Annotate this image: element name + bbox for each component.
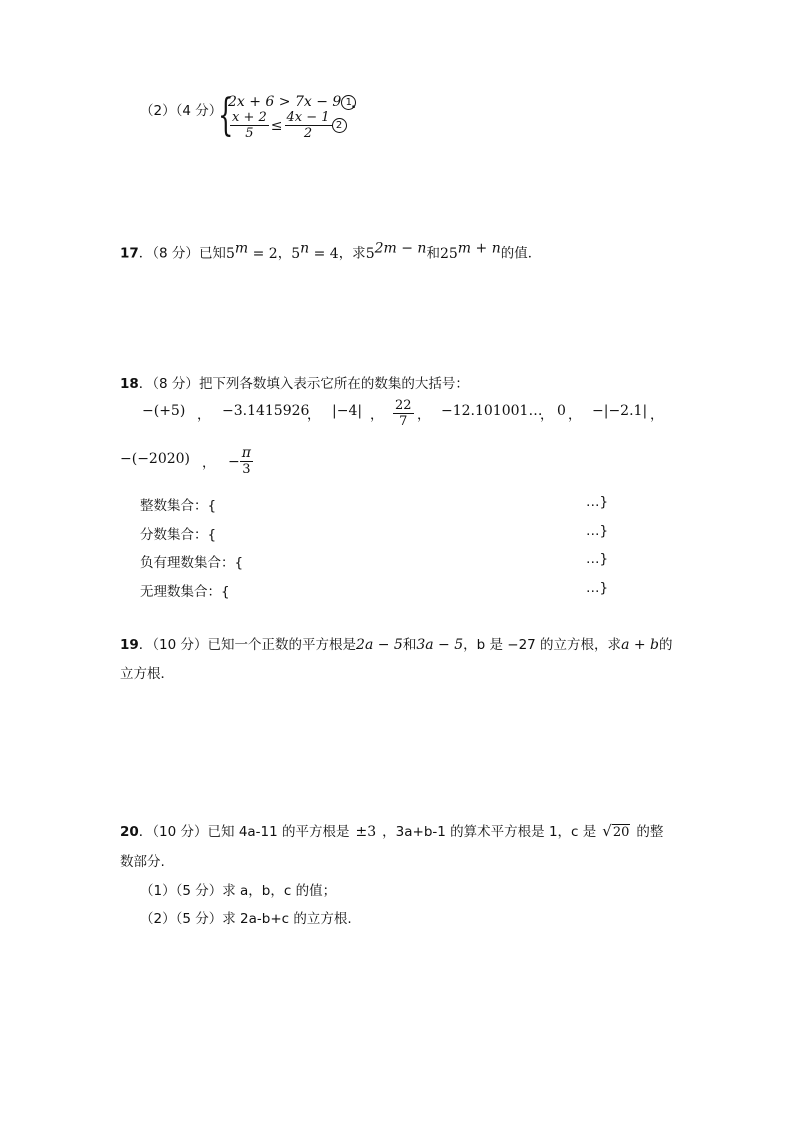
- q16-2-frac-left-denominator: 5: [245, 126, 254, 141]
- q17-text-3: 和: [426, 245, 440, 262]
- q16-2-inequality-2: [230, 110, 347, 141]
- question-19: [120, 633, 673, 653]
- q20-text-2: ，3a+b-1 的算术平方根是 1，c 是: [382, 824, 597, 840]
- q17-text-2: ，求: [338, 245, 366, 262]
- q17-expr-4: $25^{m + n}$: [439, 240, 501, 262]
- q17-comma: ，: [277, 245, 292, 262]
- q20-score: ．（10 分）: [138, 824, 208, 840]
- q19-text-2: 和: [402, 637, 417, 653]
- q18-number: 18: [120, 376, 139, 392]
- set-negative-rationals-end: …}: [586, 551, 609, 567]
- set-integers-end: …}: [586, 494, 609, 510]
- q20-sub-question-2: （2）（5 分）求 2a-b+c 的立方根.: [140, 911, 352, 927]
- q17-score: ．（8 分）: [138, 245, 199, 262]
- q18-number-5: −12.101001…: [441, 403, 543, 419]
- q18-sep-7: ，: [650, 407, 664, 423]
- q18-number-2: −3.1415926: [222, 403, 310, 419]
- q18-fraction-pi-3: $\frac{\pi}{3}$: [241, 445, 251, 477]
- q18-fraction-22-7: $\frac{22}{7}$: [395, 398, 412, 429]
- q17-expr-2: $5^n = 4$: [291, 240, 339, 262]
- q20-line-2: 数部分.: [120, 854, 165, 870]
- q16-2-frac-right-denominator: 2: [303, 126, 313, 141]
- q18-sep-3: ，: [370, 407, 384, 423]
- question-20: [120, 820, 663, 840]
- q18-number-3: |−4|: [332, 403, 363, 419]
- question-17: [120, 240, 541, 262]
- q16-2-brace: {: [218, 90, 234, 141]
- q18-number-9: [228, 446, 253, 477]
- q19-number: 19: [120, 637, 139, 653]
- set-integers-label: 整数集合：{: [140, 498, 217, 514]
- q16-2-dot: .: [351, 96, 357, 112]
- question-18: [120, 372, 469, 392]
- q18-number-9-sign: −: [228, 453, 240, 470]
- q18-number-8: −(−2020): [120, 451, 191, 467]
- q17-expr-1: $5^m = 2$: [225, 240, 278, 262]
- q19-line-2: 立方根．: [120, 666, 174, 682]
- q17-text-1: 已知: [198, 245, 226, 262]
- circled-number-2: 2: [332, 118, 347, 133]
- q18-sep-6: ，: [568, 407, 582, 423]
- q16-2-frac-right-numerator: 4x − 1: [286, 110, 330, 125]
- sqrt-icon: √: [602, 822, 612, 840]
- q16-2-fraction-right: [285, 110, 332, 141]
- q18-number-6: 0: [557, 403, 566, 419]
- q17-expr-3: $5^{2m - n}$: [365, 240, 427, 262]
- q20-text-1: 已知 4a-11 的平方根是: [207, 824, 350, 840]
- q18-sep-1: ，: [197, 407, 211, 423]
- q20-sub-question-1: （1）（5 分）求 a，b，c 的值；: [140, 883, 337, 899]
- q19-expr-3: a + b: [621, 637, 660, 653]
- q20-sqrt: [602, 824, 630, 840]
- q18-score: ．（8 分）: [138, 376, 199, 392]
- q18-sep-5: ，: [540, 407, 554, 423]
- q18-sep-8: ，: [202, 455, 216, 471]
- q20-sqrt-value: 20: [612, 825, 630, 840]
- q16-2-label: （2）（4 分）: [140, 103, 223, 119]
- q19-expr-1: 2a − 5: [356, 637, 403, 653]
- q19-score: ．（10 分）: [138, 637, 208, 653]
- q17-number: 17: [120, 245, 139, 262]
- q19-text-4: 的: [659, 637, 673, 653]
- q20-text-3: 的整: [636, 824, 664, 840]
- q19-text-3: ，b 是 −27 的立方根，求: [463, 637, 622, 653]
- q20-plus-minus: ±3: [355, 824, 377, 840]
- q18-number-1: −(+5): [142, 403, 186, 419]
- q18-number-7: −|−2.1|: [592, 403, 648, 419]
- q17-text-4: 的值．: [500, 245, 542, 262]
- set-irrationals-end: …}: [586, 580, 609, 596]
- circled-number-1: 1: [341, 95, 356, 110]
- q16-2-inequality-1: [228, 94, 356, 110]
- q16-2-ineq1-text: 2x + 6 > 7x − 9: [228, 94, 342, 110]
- q16-2-frac-left-numerator: x + 2: [232, 110, 267, 125]
- q19-expr-2: 3a − 5: [416, 637, 464, 653]
- q18-text: 把下列各数填入表示它所在的数集的大括号：: [198, 376, 469, 392]
- set-irrationals-label: 无理数集合：{: [140, 584, 230, 600]
- q19-text-1: 已知一个正数的平方根是: [207, 637, 357, 653]
- set-fractions-label: 分数集合：{: [140, 527, 217, 543]
- set-negative-rationals-label: 负有理数集合：{: [140, 555, 244, 571]
- q16-2-relation: ≤: [270, 117, 283, 134]
- q16-2-fraction-left: [230, 110, 269, 141]
- q18-sep-2: ，: [307, 407, 321, 423]
- q18-sep-4: ，: [417, 407, 431, 423]
- q20-number: 20: [120, 824, 139, 840]
- q18-number-4: [393, 398, 414, 429]
- set-fractions-end: …}: [586, 523, 609, 539]
